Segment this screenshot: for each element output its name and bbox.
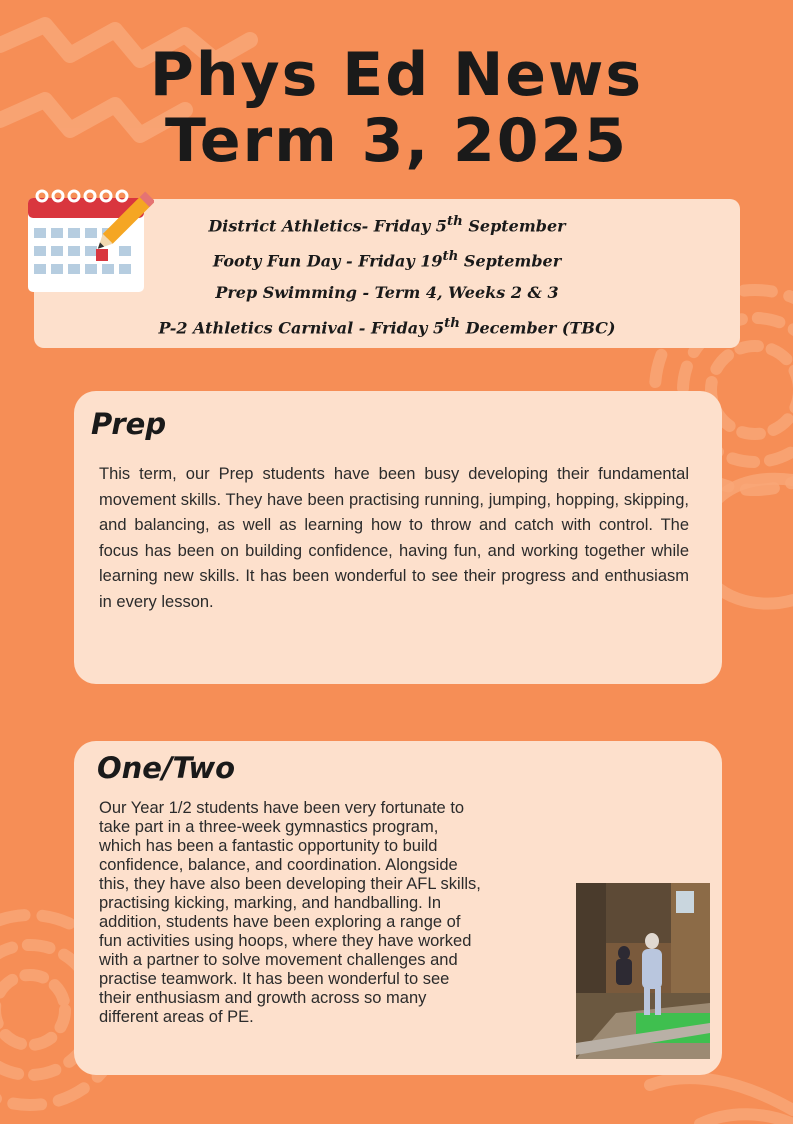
one-two-card (74, 741, 722, 1075)
gymnastics-photo (576, 883, 710, 1059)
title-line-1: Phys Ed News (149, 40, 644, 110)
page-title (0, 42, 793, 174)
prep-card (74, 391, 722, 684)
prep-body: This term, our Prep students have been busy developing their fundamental movement skills. They have been practising running, jumping, hopping, skipping, and balancing, as well as learning how to throw and catch with control. The focus has been on building confidence, having fun, and working together while learning new skills. It has been wonderful to see their progress and enthusiasm in every lesson. (99, 465, 689, 611)
event-item: Footy Fun Day - Friday 19th September (212, 248, 562, 271)
title-line-2: Term 3, 2025 (164, 106, 629, 176)
prep-heading: Prep (91, 407, 167, 441)
swirl-bottom-right (650, 1078, 793, 1124)
event-item: District Athletics- Friday 5th September (208, 213, 566, 236)
event-item: Prep Swimming - Term 4, Weeks 2 & 3 (215, 282, 559, 302)
one-two-body: Our Year 1/2 students have been very fortunate to take part in a three-week gymnastics program, which has been a fantastic opportunity to build confidence, balance, and coordination. Alongside this, they have also been developing their AFL skills, practising kicking, marking, and handballing. In addition, students have been exploring a range of fun activities using hoops, where they have worked with a partner to solve movement challenges and practise teamwork. It has been wonderful to see their enthusiasm and growth across so many different areas of PE. (99, 799, 481, 1026)
events-list (34, 206, 740, 343)
event-item: P-2 Athletics Carnival - Friday 5th December (TBC) (158, 314, 616, 337)
one-two-heading: One/Two (97, 751, 236, 785)
